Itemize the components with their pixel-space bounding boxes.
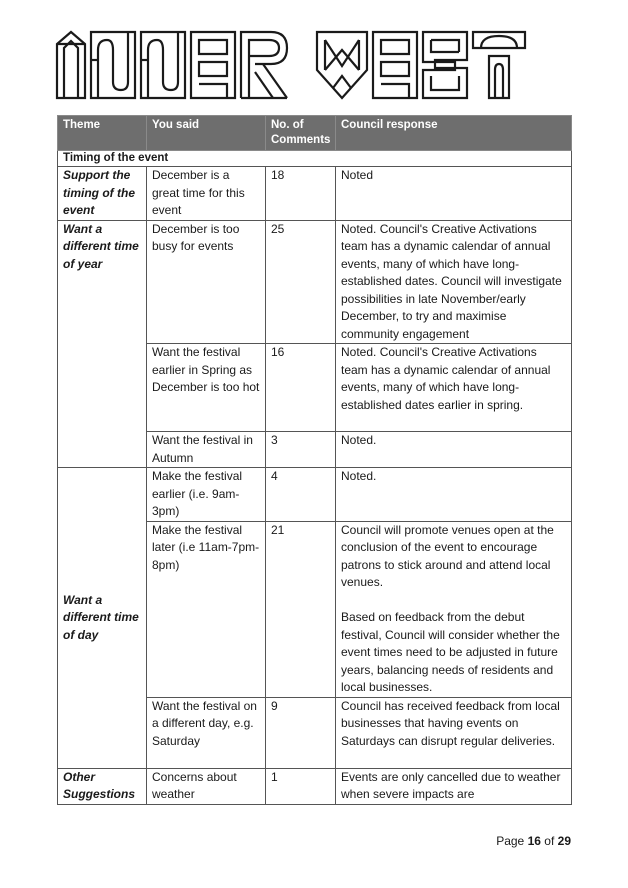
you-said-cell: Want the festival earlier in Spring as December is too hot [147, 344, 266, 432]
table-row [58, 468, 572, 522]
council-response-cell [336, 521, 572, 697]
you-said-cell: December is too busy for events [147, 220, 266, 344]
council-response-cell [336, 768, 572, 804]
page-prefix: Page [496, 834, 525, 848]
feedback-table [57, 115, 572, 805]
page-current: 16 [527, 834, 541, 848]
inner-west-logo [55, 30, 535, 100]
comment-count-cell: 3 [266, 432, 336, 468]
logo-letter-r [241, 32, 287, 98]
response-paragraph: Events are only cancelled due to weather when severe impacts are [341, 769, 561, 801]
section-title: Timing of the event [58, 151, 572, 167]
logo-letter-i [57, 32, 85, 98]
paragraph-gap [341, 592, 566, 610]
you-said-cell: December is a great time for this event [147, 167, 266, 221]
logo-letter-t [473, 32, 525, 98]
logo-lettering-graphic [55, 30, 535, 100]
council-response-cell [336, 432, 572, 468]
you-said-cell: Concerns about weather [147, 768, 266, 804]
page-number [496, 834, 571, 848]
page-of: of [544, 834, 555, 848]
comment-count-cell: 16 [266, 344, 336, 432]
theme-cell: Support the timing of the event [58, 167, 147, 221]
council-response-cell [336, 344, 572, 432]
response-paragraph: Noted. [341, 433, 377, 447]
response-paragraph: Noted. [341, 469, 377, 483]
theme-cell: Want a different time of day [58, 468, 147, 769]
comment-count-cell: 1 [266, 768, 336, 804]
council-response-cell [336, 167, 572, 221]
theme-cell: Want a different time of year [58, 220, 147, 468]
col-header-no-of-comments: No. of Comments [266, 116, 336, 151]
you-said-cell: Want the festival in Autumn [147, 432, 266, 468]
logo-letter-n-1 [91, 32, 135, 98]
table-row [58, 220, 572, 344]
col-header-you-said: You said [147, 116, 266, 151]
logo-letter-n-2 [141, 32, 185, 98]
council-response-cell [336, 220, 572, 344]
theme-cell: Other Suggestions [58, 768, 147, 804]
comment-count-cell: 4 [266, 468, 336, 522]
comment-count-cell: 21 [266, 521, 336, 697]
response-paragraph: Council has received feedback from local businesses that having events on Saturdays can disrupt regular deliveries. [341, 698, 560, 748]
logo-letter-s [423, 32, 467, 98]
logo-letter-e [191, 32, 235, 98]
page-total: 29 [557, 834, 571, 848]
you-said-cell: Make the festival earlier (i.e. 9am-3pm) [147, 468, 266, 522]
section-row [58, 151, 572, 167]
logo-letter-e-2 [373, 32, 417, 98]
response-paragraph: Noted [341, 168, 374, 182]
table-header-row [58, 116, 572, 151]
col-header-theme: Theme [58, 116, 147, 151]
table-row [58, 768, 572, 804]
response-paragraph: Noted. Council's Creative Activations team has a dynamic calendar of annual events, many of which have long-established dates. Council will investigate possibilities in late November/early December, to try and maximise community engagement [341, 221, 562, 341]
you-said-cell: Want the festival on a different day, e.g. Saturday [147, 697, 266, 768]
comment-count-cell: 25 [266, 220, 336, 344]
you-said-cell: Make the festival later (i.e 11am-7pm-8pm) [147, 521, 266, 697]
response-paragraph: Noted. Council's Creative Activations team has a dynamic calendar of annual events, many of which have long-established dates earlier in spring. [341, 345, 551, 412]
council-response-cell [336, 468, 572, 522]
logo-letter-w [317, 32, 367, 98]
comment-count-cell: 9 [266, 697, 336, 768]
response-paragraph: Based on feedback from the debut festival, Council will consider whether the event times need to be adjusted in future years, balancing needs of residents and local businesses. [341, 610, 560, 694]
comment-count-cell: 18 [266, 167, 336, 221]
col-header-council-response: Council response [336, 116, 572, 151]
table-row [58, 167, 572, 221]
response-paragraph: Council will promote venues open at the conclusion of the event to encourage patrons to stick around and attend local venues. [341, 522, 554, 589]
council-response-cell [336, 697, 572, 768]
